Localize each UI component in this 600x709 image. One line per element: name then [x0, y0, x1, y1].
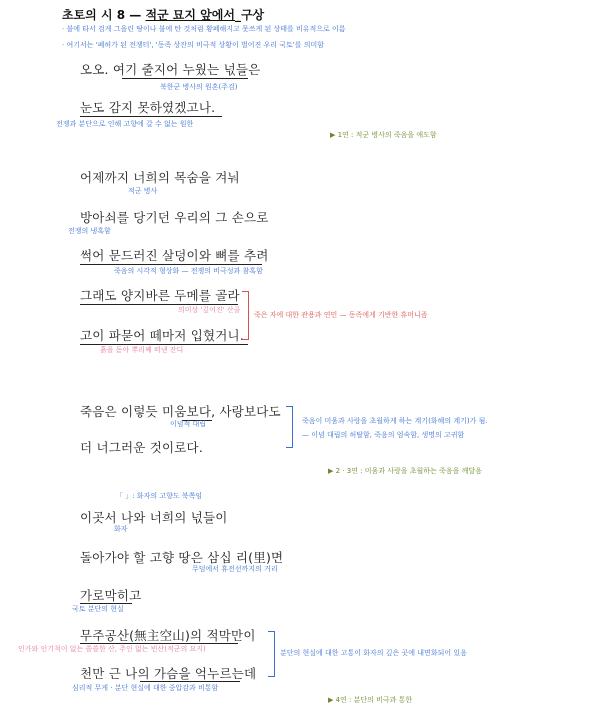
- underline: [80, 116, 222, 117]
- side-note-death-2: — 이념 대립의 허탈함, 죽음의 엄숙함, 생명의 고귀함: [302, 431, 465, 439]
- verse-line: 돌아가야 할 고향 땅은 삼십 리(里)면: [80, 550, 284, 565]
- verse-line: 방아쇠를 당기던 우리의 그 손으로: [80, 210, 269, 225]
- verse-line: 오오. 여기 줄지어 누웠는 넋들은: [80, 62, 261, 77]
- verse-line: 썩어 문드러진 살덩이와 뼈를 추려: [80, 248, 269, 263]
- verse-line: 죽음은 이렇듯 미움보다, 사랑보다도: [80, 404, 281, 419]
- bracket: [242, 291, 249, 340]
- section-note-23: ▶ 2 · 3연 : 미움과 사랑을 초월하는 죽음을 깨달음: [328, 467, 482, 475]
- verse-note: 국토 분단의 현실: [72, 605, 124, 613]
- verse-line: 그래도 양지바른 두메를 골라: [80, 288, 240, 303]
- section-note-1: ▶ 1연 : 적군 병사의 죽음을 애도함: [330, 131, 437, 139]
- page-title: [62, 6, 264, 23]
- header-note-1: · 불에 타서 검게 그을린 땅이나 불에 탄 것처럼 황폐해지고 못쓰게 된 상태를 비유적으로 이름: [62, 25, 346, 33]
- side-note-humanism: 죽은 자에 대한 관용과 연민 — 동족에게 기반한 휴머니즘: [254, 311, 428, 319]
- verse-note: 심리적 무게 · 분단 현실에 대한 중압감과 비통함: [72, 684, 219, 692]
- side-note-death-1: 죽음이 미움과 사랑을 초월하게 하는 계기(화해의 계기)가 됨.: [302, 417, 488, 425]
- verse-line: 눈도 감지 못하였겠고나.: [80, 100, 216, 115]
- underline: [80, 264, 262, 265]
- verse-note: 무덤에서 휴전선까지의 거리: [192, 565, 278, 573]
- verse-line: 고이 파묻어 떼마저 입혔거니.: [80, 328, 244, 343]
- verse-line: 천만 근 나의 가슴을 억누르는데: [80, 666, 257, 681]
- verse-note: 북한군 병사의 원혼(주검): [160, 83, 238, 91]
- title-suffix: _구상: [234, 8, 265, 22]
- underline: [140, 681, 240, 682]
- verse-note: 흙을 돋아 뿌리째 떠낸 잔디: [100, 346, 184, 354]
- side-note-reality: 분단의 현실에 대한 고통이 화자의 깊은 곳에 내면화되어 있음: [280, 649, 467, 657]
- bracket: [268, 631, 275, 677]
- quote-mark-note: 「 」: 화자의 고향도 북쪽임: [116, 492, 203, 500]
- bracket: [286, 406, 293, 448]
- verse-note: 전쟁과 분단으로 인해 고향에 갈 수 없는 원한: [56, 120, 194, 128]
- title-prefix: 초토의 시 8 —: [62, 8, 146, 22]
- verse-line: 어제까지 너희의 목숨을 겨눠: [80, 170, 240, 185]
- verse-note: 화자: [114, 525, 128, 533]
- verse-line: 더 너그러운 것이로다.: [80, 440, 203, 455]
- verse-note: 전쟁의 냉혹함: [68, 227, 111, 235]
- verse-line: 무주공산(無主空山)의 적막만이: [80, 628, 256, 643]
- section-note-4: ▶ 4연 : 분단의 비극과 통한: [328, 696, 413, 704]
- underline: [122, 78, 248, 79]
- verse-note: 적군 병사: [128, 187, 158, 195]
- verse-line: 가로막히고: [80, 588, 142, 603]
- header-note-2: · 여기서는 '폐허가 된 전쟁터', '동족 상잔의 비극적 상황이 벌어진 우리 국토'를 의미함: [62, 41, 324, 49]
- verse-note: 이념적 대립: [170, 420, 207, 428]
- side-note-musan: 인가와 인기척이 없는 쓸쓸한 산, 주인 없는 빈산(적군의 묘지): [18, 645, 206, 653]
- verse-line: 이곳서 나와 너희의 넋들이: [80, 510, 228, 525]
- title-underlined: 적군 묘지 앞에서: [145, 8, 235, 22]
- verse-note: 의미상 '깊어진' 산골: [178, 306, 241, 314]
- verse-note: 죽음의 시각적 형상화 — 전쟁의 비극성과 참혹함: [114, 267, 263, 275]
